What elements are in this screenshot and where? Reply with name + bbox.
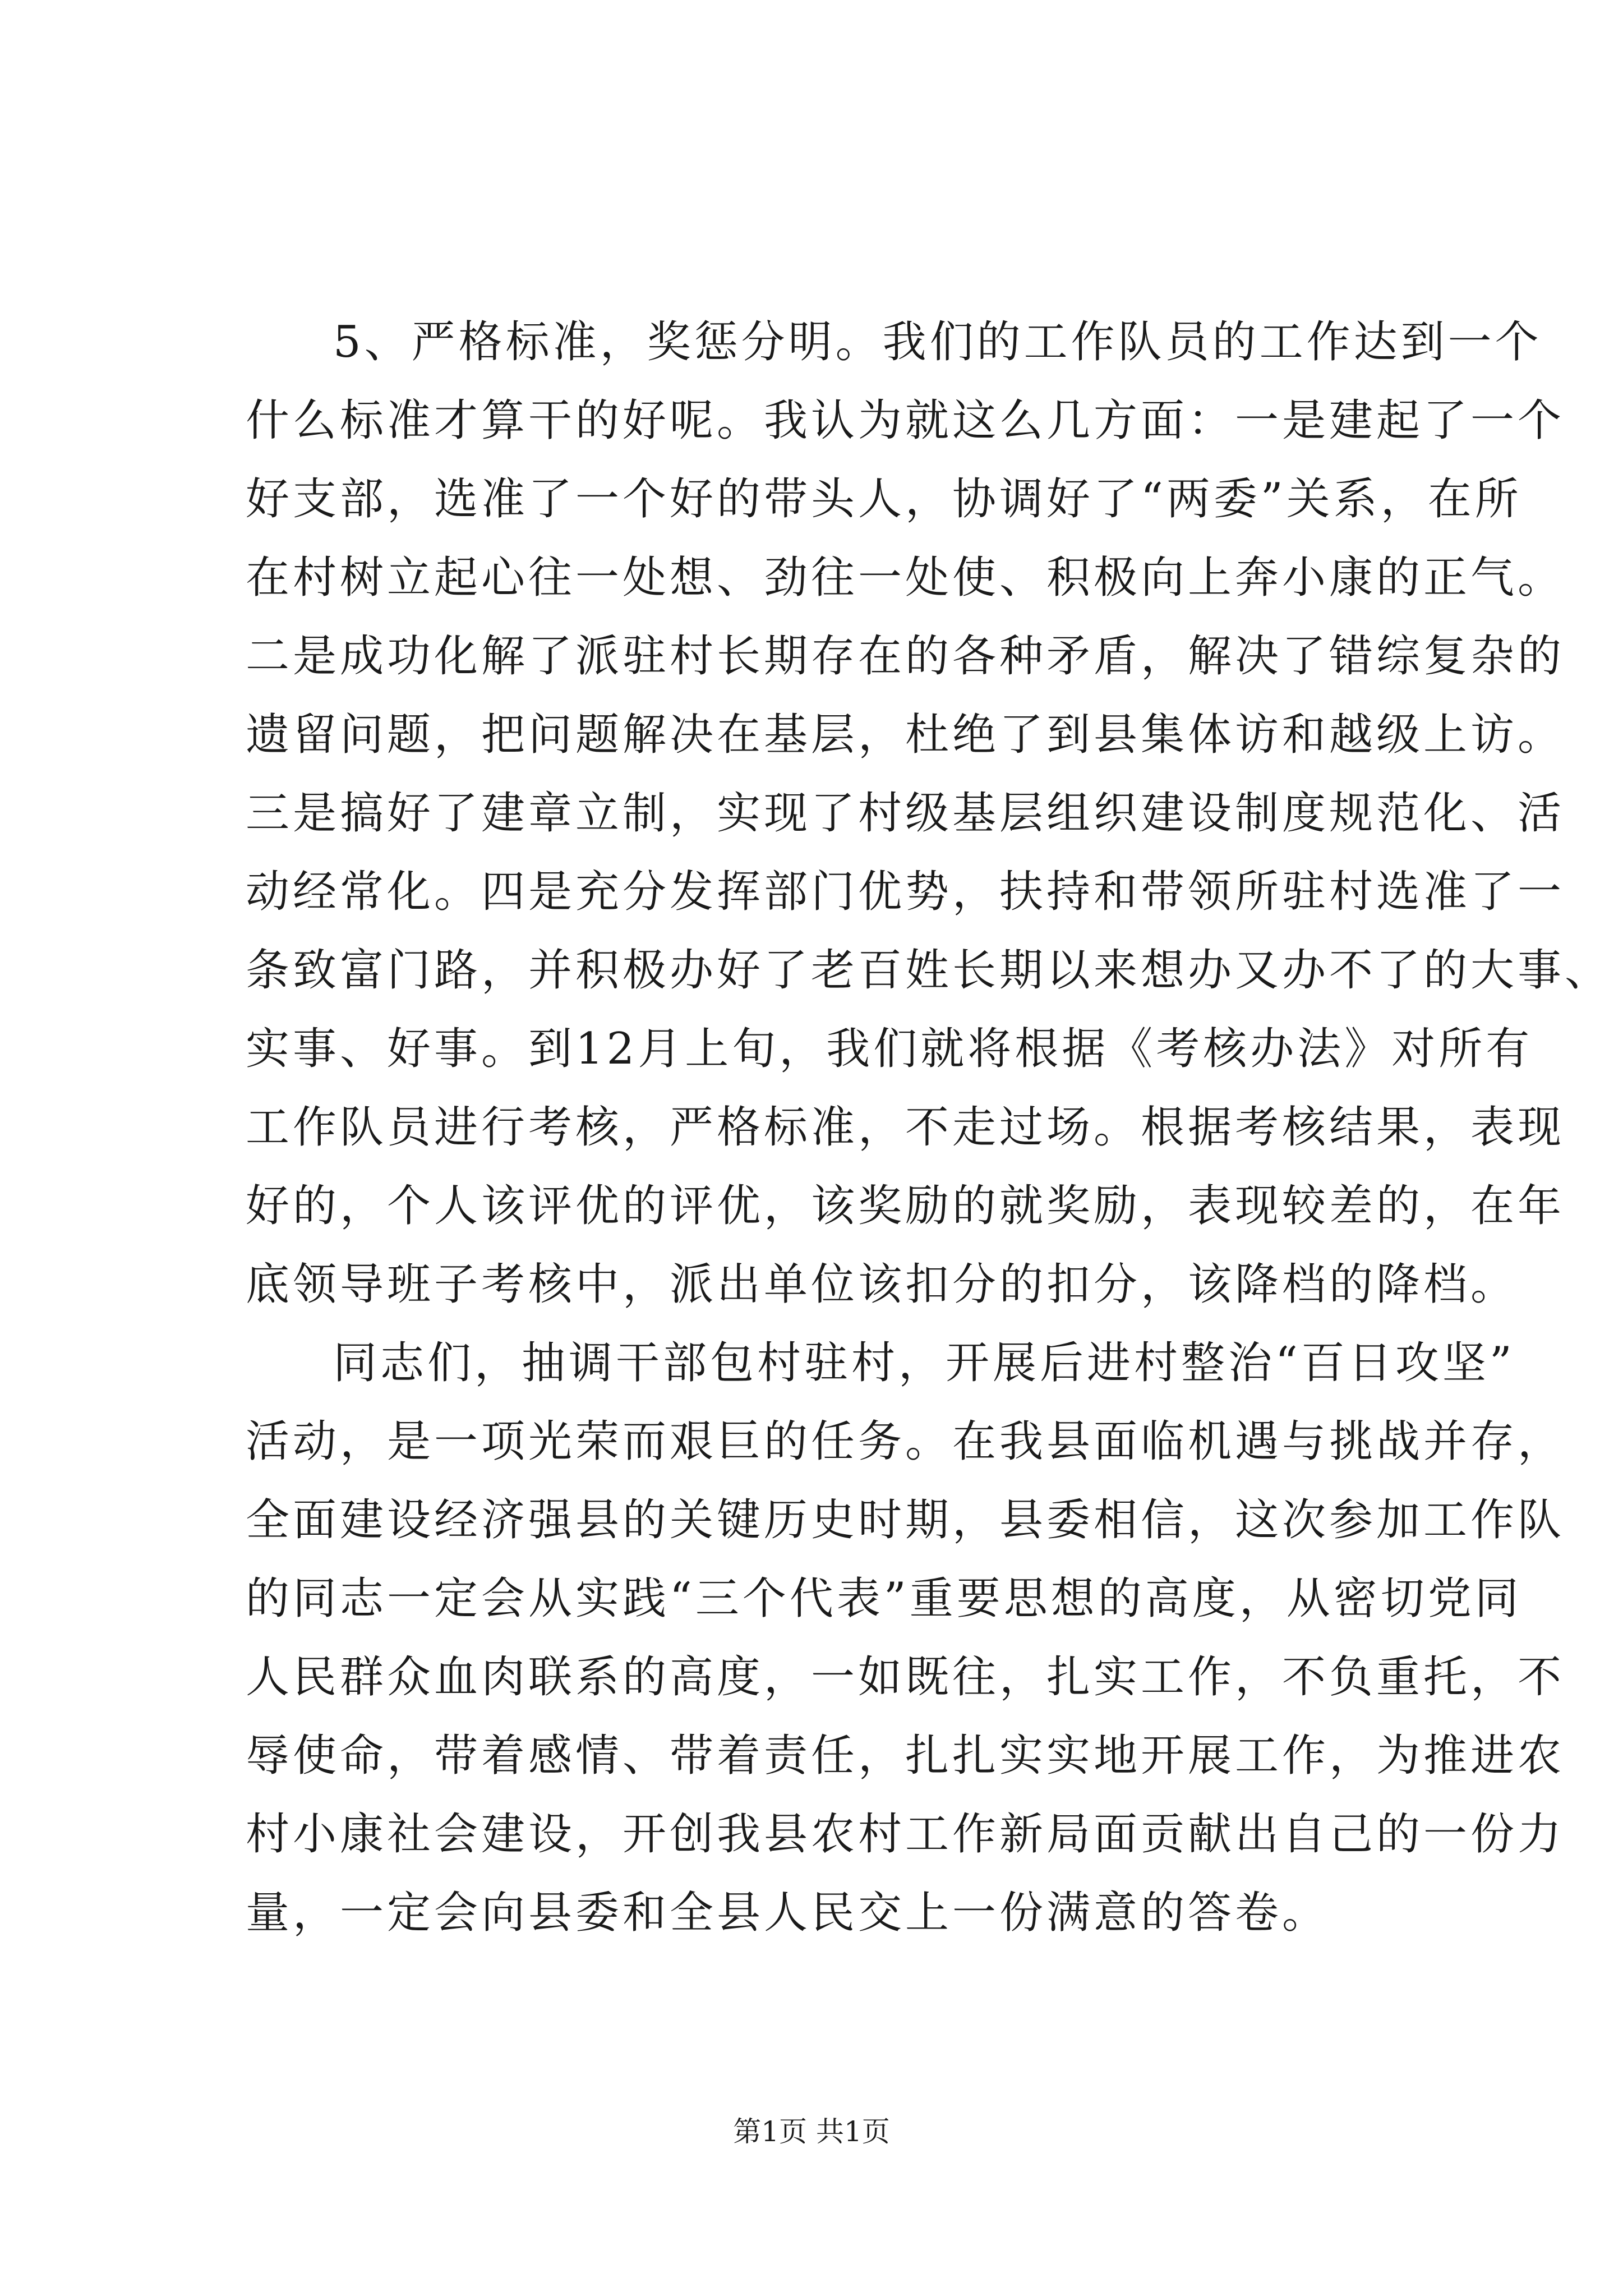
text-line: 村小康社会建设，开创我县农村工作新局面贡献出自己的一份力 (246, 1809, 1565, 1860)
text-line: 活动，是一项光荣而艰巨的任务。在我县面临机遇与挑战并存， (246, 1416, 1565, 1467)
text-line: 遗留问题，把问题解决在基层，杜绝了到县集体访和越级上访。 (246, 710, 1565, 760)
text-line: 在村树立起心往一处想、劲往一处使、积极向上奔小康的正气。 (246, 553, 1565, 603)
text-line: 全面建设经济强县的关键历史时期，县委相信，这次参加工作队 (246, 1495, 1565, 1545)
text-line: 好的，个人该评优的评优，该奖励的就奖励，表现较差的，在年 (246, 1181, 1565, 1231)
text-line: 人民群众血肉联系的高度，一如既往，扎实工作，不负重托，不 (246, 1652, 1565, 1703)
text-line: 条致富门路，并积极办好了老百姓长期以来想办又办不了的大事、 (246, 945, 1612, 996)
text-line: 辱使命，带着感情、带着责任，扎扎实实地开展工作，为推进农 (246, 1731, 1565, 1781)
text-line: 底领导班子考核中，派出单位该扣分的扣分，该降档的降档。 (246, 1259, 1518, 1310)
paragraph-2 (246, 1324, 1565, 1952)
text-line: 量，一定会向县委和全县人民交上一份满意的答卷。 (246, 1888, 1330, 1938)
text-line: 二是成功化解了派驻村长期存在的各种矛盾，解决了错综复杂的 (246, 631, 1565, 682)
text-line: 好支部，选准了一个好的带头人，协调好了“两委”关系，在所 (246, 474, 1522, 524)
text-line: 工作队员进行考核，严格标准，不走过场。根据考核结果，表现 (246, 1102, 1565, 1153)
body-text (246, 303, 1612, 1952)
text-line: 同志们，抽调干部包村驻村，开展后进村整治“百日攻坚” (333, 1338, 1515, 1388)
page-footer (0, 2109, 1623, 2150)
text-line: 什么标准才算干的好呢。我认为就这么几方面：一是建起了一个 (246, 395, 1565, 446)
text-line: 动经常化。四是充分发挥部门优势，扶持和带领所驻村选准了一 (246, 867, 1565, 917)
text-line: 的同志一定会从实践“三个代表”重要思想的高度，从密切党同 (246, 1573, 1522, 1624)
text-line: 5、严格标准，奖惩分明。我们的工作队员的工作达到一个 (333, 317, 1542, 367)
text-line: 实事、好事。到12月上旬，我们就将根据《考核办法》对所有 (246, 1024, 1533, 1074)
text-line: 三是搞好了建章立制，实现了村级基层组织建设制度规范化、活 (246, 788, 1565, 839)
paragraph-1 (246, 303, 1612, 1324)
page-number: 第1页 共1页 (733, 2115, 890, 2148)
